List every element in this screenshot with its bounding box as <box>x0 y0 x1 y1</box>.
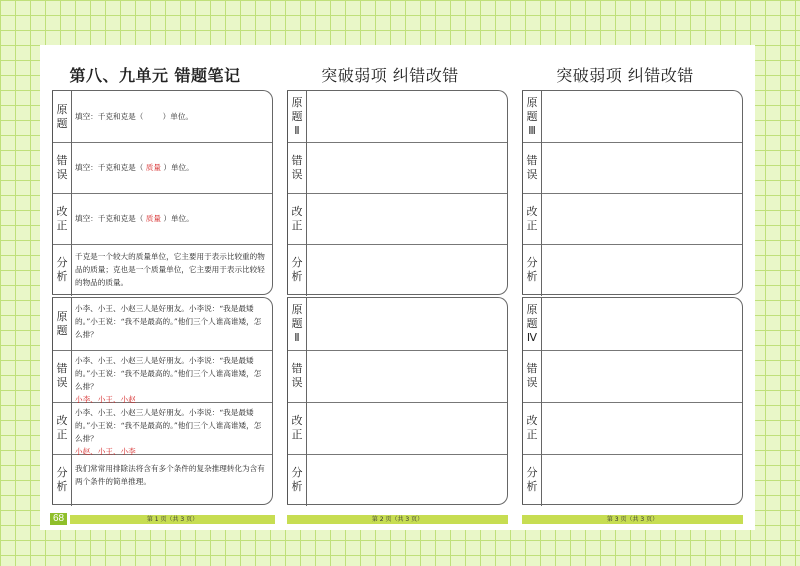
row-label: 错 误 <box>523 350 542 402</box>
row-label: 错 误 <box>523 142 542 193</box>
row-label: 错 误 <box>288 350 307 402</box>
row-wrong <box>523 142 742 194</box>
row-label: 改 正 <box>523 402 542 454</box>
wrong-answer: 质量 <box>145 163 161 172</box>
row-label: 错 误 <box>288 142 307 193</box>
row-analysis <box>288 454 507 506</box>
column-title: 突破弱项 纠错改错 <box>321 66 459 85</box>
page-number: 68 <box>50 513 67 525</box>
practice-card-2 <box>287 297 508 505</box>
row-label: 原 题 Ⅳ <box>523 298 542 350</box>
row-wrong <box>288 350 507 403</box>
row-label: 改 正 <box>53 402 72 454</box>
row-label: 原 题 Ⅱ <box>288 91 307 142</box>
row-original <box>523 298 742 351</box>
practice-card-1 <box>287 90 508 295</box>
row-analysis <box>53 244 272 296</box>
row-label: 分 析 <box>523 244 542 296</box>
row-text: 填空：千克和克是（ 质量 ）单位。 <box>75 163 194 172</box>
row-analysis <box>523 454 742 506</box>
row-label: 分 析 <box>288 244 307 296</box>
row-wrong <box>53 350 272 403</box>
row-wrong <box>53 142 272 194</box>
practice-card-4 <box>522 297 743 505</box>
row-original <box>53 91 272 143</box>
page-footer: 第 3 页（共 3 页） <box>522 515 743 524</box>
row-wrong <box>288 142 507 194</box>
row-original <box>53 298 272 351</box>
page-footer: 第 2 页（共 3 页） <box>287 515 508 524</box>
row-text: 我们常常用排除法将含有多个条件的复杂推理转化为含有两个条件的简单推理。 <box>75 464 265 486</box>
row-label: 原 题 Ⅲ <box>523 91 542 142</box>
row-original <box>288 298 507 351</box>
row-original <box>288 91 507 143</box>
row-label: 错 误 <box>53 350 72 402</box>
row-text: 填空：千克和克是（ ）单位。 <box>75 112 194 121</box>
row-analysis <box>53 454 272 506</box>
worksheet-page <box>40 45 755 530</box>
error-card-1 <box>52 90 273 295</box>
error-card-2 <box>52 297 273 505</box>
row-label: 原 题 <box>53 298 72 350</box>
row-label: 分 析 <box>523 454 542 506</box>
column-title: 第八、九单元 错题笔记 <box>69 66 241 85</box>
row-original <box>523 91 742 143</box>
row-text: 填空：千克和克是（ 质量 ）单位。 <box>75 214 194 223</box>
wrong-answer: 小李、小王、小赵 <box>75 395 136 404</box>
row-label: 原 题 Ⅱ <box>288 298 307 350</box>
row-text: 千克是一个较大的质量单位，它主要用于表示比较重的物品的质量；克也是一个质量单位，它主要用于表示比较轻的物品的质量。 <box>75 252 265 287</box>
row-label: 改 正 <box>523 193 542 244</box>
correct-answer: 质量 <box>145 214 161 223</box>
row-label: 分 析 <box>53 454 72 506</box>
row-label: 原 题 <box>53 91 72 142</box>
row-correction <box>288 193 507 245</box>
row-label: 改 正 <box>288 402 307 454</box>
row-label: 改 正 <box>53 193 72 244</box>
practice-card-3 <box>522 90 743 295</box>
row-label: 分 析 <box>53 244 72 296</box>
row-analysis <box>288 244 507 296</box>
row-text: 小李、小王、小赵三人是好朋友。小李说：“我是最矮的。”小王说：“我不是最高的。”他们三个人谁高谁矮，怎么排？ 小李、小王、小赵 <box>75 356 262 404</box>
column-practice-3 <box>510 45 740 530</box>
row-text: 小李、小王、小赵三人是好朋友。小李说：“我是最矮的。”小王说：“我不是最高的。”他们三个人谁高谁矮，怎么排？ <box>75 304 262 339</box>
row-correction <box>523 402 742 455</box>
row-correction <box>53 402 272 455</box>
row-correction <box>288 402 507 455</box>
row-label: 改 正 <box>288 193 307 244</box>
row-correction <box>523 193 742 245</box>
row-label: 错 误 <box>53 142 72 193</box>
row-wrong <box>523 350 742 403</box>
row-analysis <box>523 244 742 296</box>
column-practice-2 <box>275 45 505 530</box>
column-title: 突破弱项 纠错改错 <box>556 66 694 85</box>
page-footer: 第 1 页（共 3 页） <box>70 515 275 524</box>
correct-answer: 小赵、小王、小李 <box>75 447 136 456</box>
column-error-notes <box>40 45 270 530</box>
row-label: 分 析 <box>288 454 307 506</box>
row-text: 小李、小王、小赵三人是好朋友。小李说：“我是最矮的。”小王说：“我不是最高的。”他们三个人谁高谁矮，怎么排？ 小赵、小王、小李 <box>75 408 262 456</box>
row-correction <box>53 193 272 245</box>
